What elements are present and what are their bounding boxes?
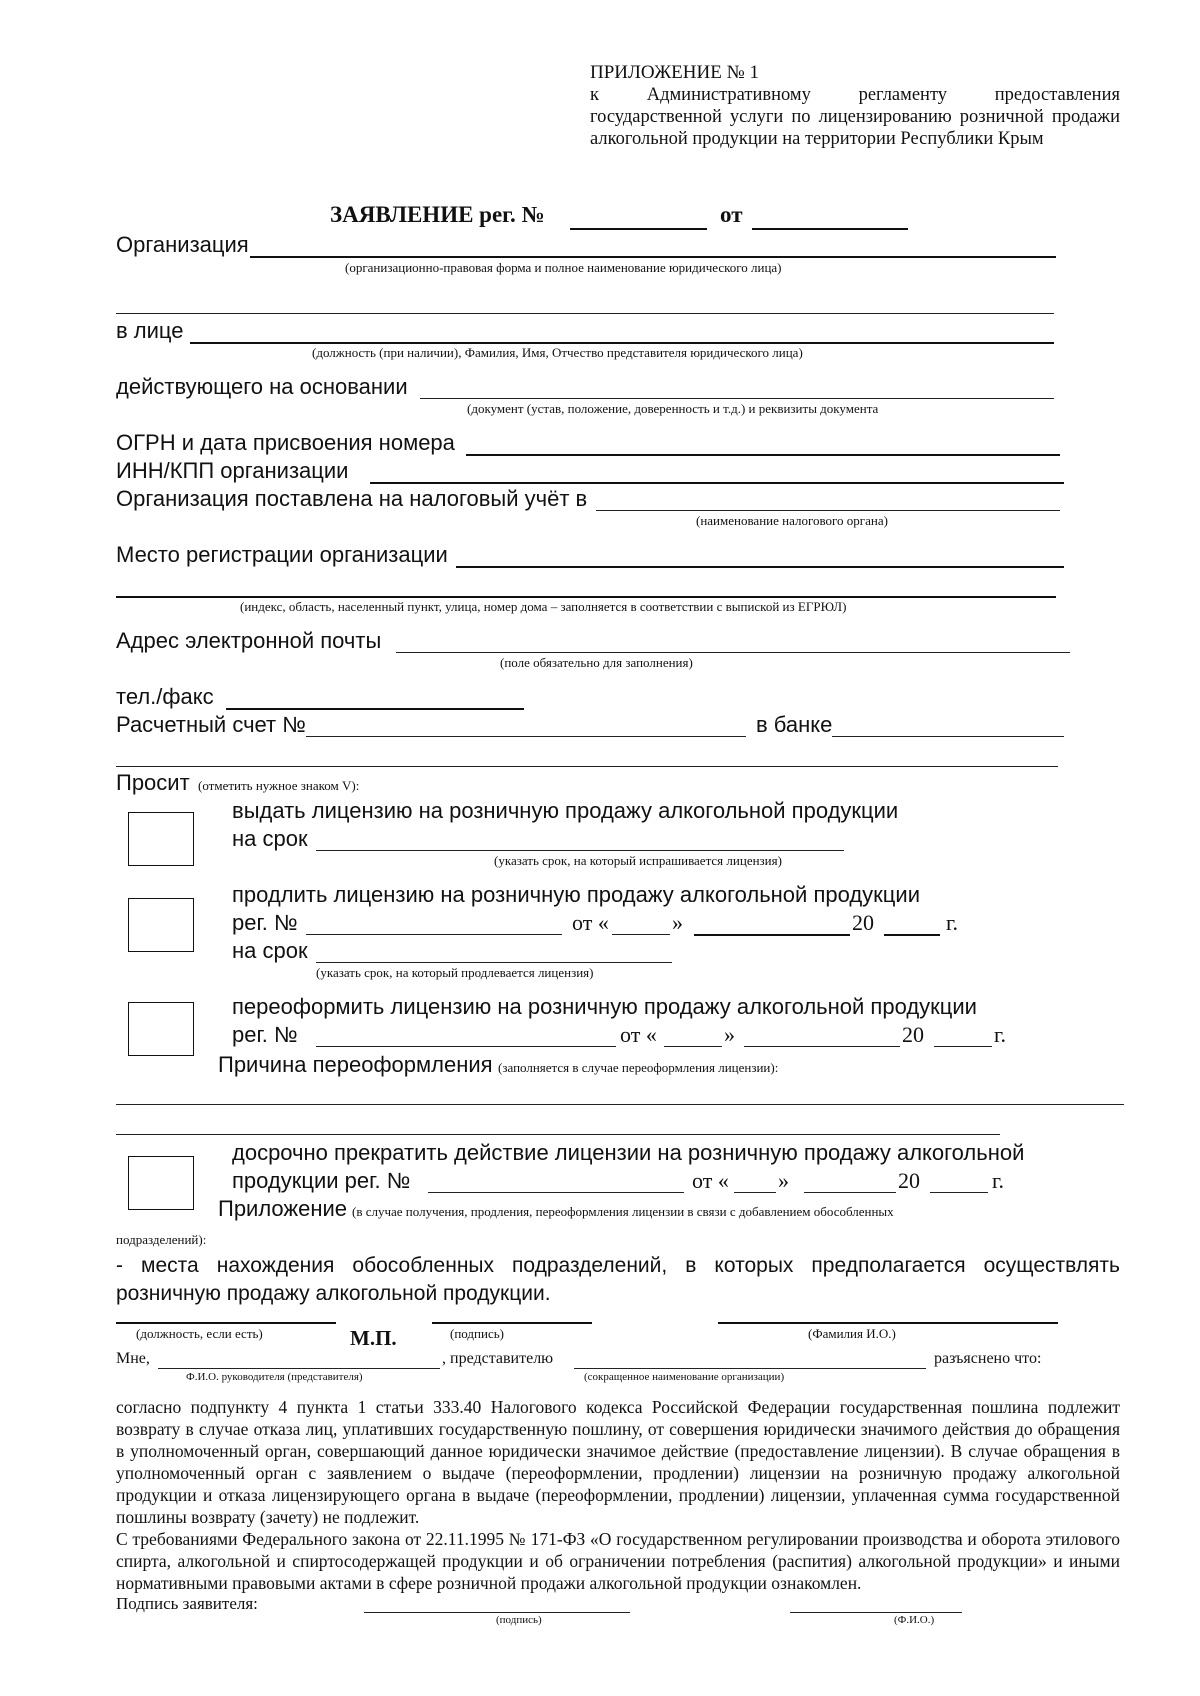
- applicant-signature-caption: (подпись): [496, 1614, 542, 1626]
- request-hint: (отметить нужное знаком V):: [198, 778, 360, 793]
- document-title: ЗАЯВЛЕНИЕ рег. №: [330, 202, 545, 227]
- reissue-year-prefix: 20: [902, 1022, 924, 1047]
- extend-term-field[interactable]: [316, 962, 672, 963]
- applicant-name-field[interactable]: [790, 1612, 962, 1613]
- terminate-text: досрочно прекратить действие лицензии на розничную продажу алкогольной: [232, 1140, 1025, 1165]
- title-date-field[interactable]: [752, 228, 908, 230]
- title-from-label: от: [720, 202, 743, 227]
- extend-year-suffix: г.: [946, 910, 959, 935]
- terminate-quote-close: »: [778, 1168, 789, 1193]
- email-field[interactable]: [396, 652, 1070, 653]
- terminate-checkbox[interactable]: [128, 1156, 194, 1210]
- tax-caption: (наименование налогового органа): [696, 513, 888, 528]
- appendix-text: к Административному регламенту предоставления государственной услуги по лицензированию розничной продажи алкогольной продукции на территории Республики Крым: [590, 85, 1120, 149]
- extend-text: продлить лицензию на розничную продажу алкогольной продукции: [232, 882, 920, 907]
- org-caption: (организационно-правовая форма и полное наименование юридического лица): [345, 260, 782, 275]
- person-caption: (должность (при наличии), Фамилия, Имя, Отчество представителя юридического лица): [312, 345, 803, 360]
- reissue-reason-label: Причина переоформления: [218, 1052, 493, 1077]
- extend-month-field[interactable]: [694, 934, 850, 936]
- org-label: Организация: [116, 232, 249, 257]
- basis-label: действующего на основании: [116, 374, 408, 399]
- reissue-year-suffix: г.: [994, 1022, 1007, 1047]
- applicant-label: Подпись заявителя:: [116, 1594, 258, 1613]
- reissue-reason-field-line2[interactable]: [116, 1134, 1000, 1135]
- terminate-reg-field[interactable]: [428, 1192, 684, 1193]
- org-short-name-caption: (сокращенное наименование организации): [584, 1371, 785, 1383]
- extend-quote-close: »: [672, 910, 683, 935]
- reissue-from-label: от «: [620, 1022, 657, 1047]
- reissue-day-field[interactable]: [664, 1046, 722, 1047]
- extend-term-caption: (указать срок, на который продлевается лицензия): [316, 965, 594, 980]
- org-field-line2[interactable]: [116, 313, 1054, 314]
- reg-number-field[interactable]: [570, 228, 707, 230]
- reissue-checkbox[interactable]: [128, 1002, 194, 1056]
- tax-field[interactable]: [596, 510, 1060, 511]
- tax-label: Организация поставлена на налоговый учёт в: [116, 486, 588, 511]
- attachment-label: Приложение: [218, 1196, 348, 1221]
- reissue-text: переоформить лицензию на розничную продажу алкогольной продукции: [232, 994, 977, 1019]
- extend-reg-label: рег. №: [232, 910, 298, 935]
- position-caption: (должность, если есть): [136, 1326, 263, 1341]
- applicant-name-caption: (Ф.И.О.): [894, 1614, 935, 1626]
- attachment-hint: (в случае получения, продления, переоформления лицензии в связи с добавлением обособленных: [352, 1204, 894, 1219]
- bank-field-line2[interactable]: [116, 766, 1058, 767]
- bank-field[interactable]: [832, 736, 1064, 737]
- attachment-item: - места нахождения обособленных подразделений, в которых предполагается осуществлять розничную продажу алкогольной продукции.: [116, 1254, 1120, 1305]
- reissue-reason-hint: (заполняется в случае переоформления лицензии):: [498, 1060, 779, 1075]
- phone-field[interactable]: [226, 708, 524, 710]
- reissue-year-field[interactable]: [934, 1046, 992, 1047]
- extend-checkbox[interactable]: [128, 898, 194, 952]
- leader-name-caption: Ф.И.О. руководителя (представителя): [186, 1371, 363, 1383]
- phone-label: тел./факс: [116, 684, 214, 709]
- terminate-day-field[interactable]: [734, 1192, 776, 1193]
- basis-field[interactable]: [420, 398, 1054, 399]
- bank-label: в банке: [756, 712, 833, 737]
- ogrn-field[interactable]: [466, 454, 1060, 456]
- leader-name-field[interactable]: [158, 1368, 440, 1369]
- issue-checkbox[interactable]: [128, 812, 194, 866]
- explained-tail: разъяснено что:: [934, 1350, 1042, 1367]
- ogrn-label: ОГРН и дата присвоения номера: [116, 430, 455, 455]
- terminate-year-field[interactable]: [930, 1192, 988, 1193]
- person-field[interactable]: [190, 342, 1054, 344]
- person-label: в лице: [116, 318, 184, 343]
- inn-label: ИНН/КПП организации: [116, 458, 349, 483]
- reissue-reason-field[interactable]: [116, 1104, 1124, 1105]
- extend-year-prefix: 20: [852, 910, 874, 935]
- stamp-label: М.П.: [350, 1326, 397, 1350]
- terminate-from-label: от «: [692, 1168, 729, 1193]
- inn-field[interactable]: [370, 482, 1064, 484]
- basis-caption: (документ (устав, положение, доверенность и т.д.) и реквизиты документа: [467, 401, 879, 416]
- attachment-hint-cont: подразделений):: [116, 1232, 207, 1247]
- org-field[interactable]: [250, 256, 1056, 258]
- terminate-month-field[interactable]: [804, 1192, 896, 1193]
- legal-paragraph-1: согласно подпункту 4 пункта 1 статьи 333.40 Налогового кодекса Российской Федерации государственная пошлина подлежит возврату в случае отказа лиц, уплативших государственную пошлину, от совершения юридически значимого действия до обращения в уполномоченный орган, совершающий данное юридически значимое действие (предоставление лицензии). В случае обращения в уполномоченный орган с заявлением о выдаче (переоформлении, продлении) лицензии на розничную продажу алкогольной продукции и отказа лицензирующего органа в выдаче (переоформлении, продлении) лицензии, уплаченная сумма государственной пошлины возврату (зачету) не подлежит.: [116, 1397, 1120, 1527]
- reissue-reg-field[interactable]: [316, 1046, 616, 1047]
- issue-text: выдать лицензию на розничную продажу алкогольной продукции: [232, 798, 899, 823]
- registration-label: Место регистрации организации: [116, 542, 448, 567]
- registration-field-line2[interactable]: [116, 596, 1056, 598]
- legal-paragraph-2: С требованиями Федерального закона от 22.11.1995 № 171-ФЗ «О государственном регулировании производства и оборота этилового спирта, алкогольной и спиртосодержащей продукции и об ограничении потребления (распития) алкогольной продукции» и иными нормативными правовыми актами в сфере розничной продажи алкогольной продукции ознакомлен.: [116, 1529, 1120, 1593]
- issue-term-caption: (указать срок, на который испрашивается лицензия): [494, 853, 782, 868]
- request-label: Просит: [116, 770, 190, 795]
- explained-me: Мне,: [116, 1350, 150, 1367]
- extend-day-field[interactable]: [612, 934, 670, 935]
- issue-term-label: на срок: [232, 826, 308, 851]
- reissue-quote-close: »: [724, 1022, 735, 1047]
- explained-rep: , представителю: [442, 1350, 554, 1367]
- email-caption: (поле обязательно для заполнения): [500, 655, 693, 670]
- position-field[interactable]: [116, 1322, 336, 1324]
- account-label: Расчетный счет №: [116, 712, 306, 737]
- extend-term-label: на срок: [232, 938, 308, 963]
- applicant-signature-field[interactable]: [364, 1612, 630, 1613]
- account-field[interactable]: [306, 736, 746, 737]
- org-short-name-field[interactable]: [574, 1368, 926, 1369]
- reissue-reg-label: рег. №: [232, 1022, 298, 1047]
- full-name-field[interactable]: [718, 1322, 1058, 1324]
- signature-field[interactable]: [432, 1322, 592, 1324]
- reissue-month-field[interactable]: [744, 1046, 900, 1047]
- signature-caption: (подпись): [450, 1326, 504, 1341]
- email-label: Адрес электронной почты: [116, 628, 382, 653]
- extend-year-field[interactable]: [884, 934, 940, 936]
- registration-caption: (индекс, область, населенный пункт, улица, номер дома – заполняется в соответствии с выпиской из ЕГРЮЛ): [240, 599, 847, 614]
- terminate-year-prefix: 20: [898, 1168, 920, 1193]
- terminate-year-suffix: г.: [992, 1168, 1005, 1193]
- appendix-title: ПРИЛОЖЕНИЕ № 1: [590, 62, 759, 83]
- registration-field[interactable]: [456, 566, 1064, 568]
- issue-term-field[interactable]: [316, 850, 844, 851]
- extend-reg-field[interactable]: [306, 934, 562, 935]
- full-name-caption: (Фамилия И.О.): [808, 1326, 896, 1341]
- extend-from-label: от «: [572, 910, 609, 935]
- terminate-reg-label: продукции рег. №: [232, 1168, 411, 1193]
